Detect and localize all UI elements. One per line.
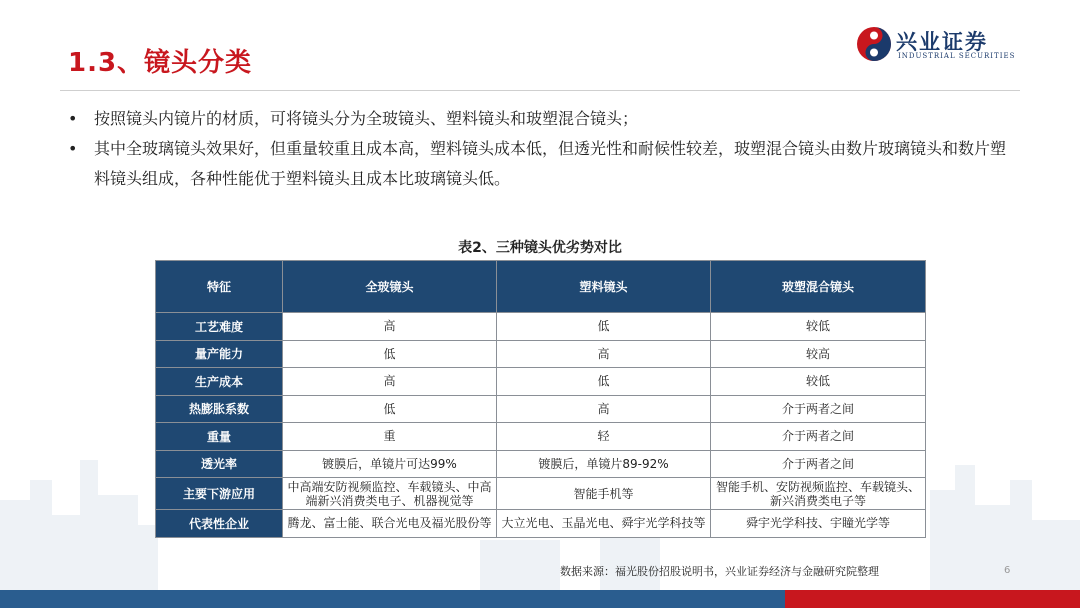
- column-header: 特征: [156, 261, 283, 313]
- table-cell: 重: [283, 423, 497, 451]
- table-cell: 智能手机、安防视频监控、车载镜头、新兴消费类电子等: [711, 478, 926, 510]
- logo-name-en: INDUSTRIAL SECURITIES: [898, 52, 1016, 60]
- bullet-list: [66, 104, 1016, 194]
- table-cell: 智能手机等: [497, 478, 711, 510]
- table-cell: 介于两者之间: [711, 423, 926, 451]
- row-header: 重量: [156, 423, 283, 451]
- table-row: [156, 340, 926, 368]
- table-row: [156, 510, 926, 538]
- table-row: [156, 395, 926, 423]
- table-cell: 介于两者之间: [711, 450, 926, 478]
- table-row: [156, 313, 926, 341]
- table-cell: 高: [283, 313, 497, 341]
- table-row: [156, 423, 926, 451]
- bullet-text: 按照镜头内镜片的材质，可将镜头分为全玻镜头、塑料镜头和玻塑混合镜头；: [94, 109, 639, 128]
- table-row: [156, 368, 926, 396]
- table-caption: 表2、三种镜头优劣势对比: [458, 240, 622, 256]
- table-cell: 较低: [711, 313, 926, 341]
- logo-mark-icon: [856, 26, 892, 62]
- table-cell: 低: [497, 313, 711, 341]
- row-header: 主要下游应用: [156, 478, 283, 510]
- row-header: 工艺难度: [156, 313, 283, 341]
- data-source-note: 数据来源：福光股份招股说明书，兴业证券经济与金融研究院整理: [560, 565, 879, 578]
- table-cell: 高: [497, 340, 711, 368]
- table-row: [156, 478, 926, 510]
- row-header: 透光率: [156, 450, 283, 478]
- footer-bar-red: [785, 590, 1080, 608]
- page-number: 6: [1004, 565, 1011, 576]
- bullet-item: [66, 134, 1016, 194]
- table-row: [156, 450, 926, 478]
- logo-name-cn: 兴业证券: [896, 29, 988, 54]
- row-header: 代表性企业: [156, 510, 283, 538]
- table-cell: 低: [283, 340, 497, 368]
- footer-bar-blue: [0, 590, 785, 608]
- bullet-text: 其中全玻璃镜头效果好，但重量较重且成本高，塑料镜头成本低，但透光性和耐候性较差，玻塑混合镜头由数片玻璃镜头和数片塑料镜头组成，各种性能优于塑料镜头且成本比玻璃镜头低。: [94, 139, 1007, 188]
- table-cell: 舜宇光学科技、宇瞳光学等: [711, 510, 926, 538]
- table-cell: 介于两者之间: [711, 395, 926, 423]
- table-header-row: [156, 261, 926, 313]
- footer-bar: [0, 590, 1080, 608]
- table-cell: 较低: [711, 368, 926, 396]
- table-cell: 镀膜后，单镜片可达99%: [283, 450, 497, 478]
- row-header: 量产能力: [156, 340, 283, 368]
- company-logo: [856, 24, 1031, 66]
- table-cell: 高: [497, 395, 711, 423]
- bullet-item: [66, 104, 1016, 134]
- lens-comparison-table: [155, 260, 926, 538]
- table-cell: 中高端安防视频监控、车载镜头、中高端新兴消费类电子、机器视觉等: [283, 478, 497, 510]
- column-header: 全玻镜头: [283, 261, 497, 313]
- table-cell: 较高: [711, 340, 926, 368]
- table-cell: 低: [283, 395, 497, 423]
- bullet-dot-icon: •: [68, 139, 78, 158]
- row-header: 热膨胀系数: [156, 395, 283, 423]
- table-cell: 大立光电、玉晶光电、舜宇光学科技等: [497, 510, 711, 538]
- table-cell: 腾龙、富士能、联合光电及福光股份等: [283, 510, 497, 538]
- header-divider: [60, 90, 1020, 91]
- table-cell: 轻: [497, 423, 711, 451]
- column-header: 塑料镜头: [497, 261, 711, 313]
- table-cell: 高: [283, 368, 497, 396]
- table-cell: 镀膜后，单镜片89-92%: [497, 450, 711, 478]
- slide-title: 1.3、镜头分类: [68, 48, 253, 78]
- bullet-dot-icon: •: [68, 109, 78, 128]
- column-header: 玻塑混合镜头: [711, 261, 926, 313]
- table-cell: 低: [497, 368, 711, 396]
- row-header: 生产成本: [156, 368, 283, 396]
